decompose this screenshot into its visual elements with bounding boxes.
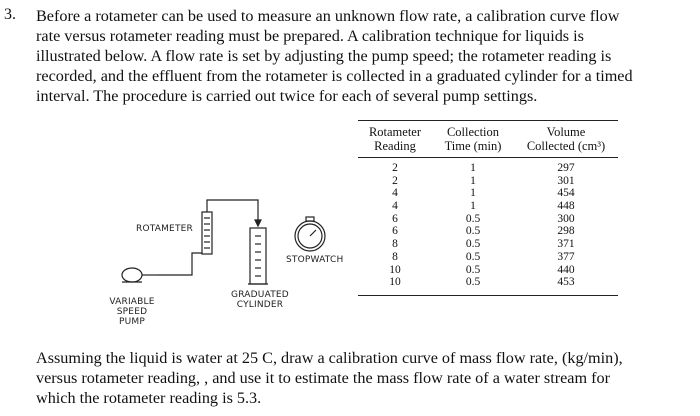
volume-collected-cell: 454 — [557, 187, 575, 200]
rotameter-label: ROTAMETER — [136, 224, 193, 234]
rotameter-reading-cell: 10 — [389, 276, 401, 289]
rotameter-reading-cell: 2 — [392, 174, 398, 187]
table-row — [358, 276, 618, 289]
question-number: 3. — [4, 6, 16, 23]
volume-collected-cell: 300 — [557, 212, 575, 225]
rotameter-reading-cell: 4 — [392, 187, 398, 200]
collection-time-cell: 0.5 — [465, 238, 481, 251]
table-header — [358, 121, 618, 157]
intro-line: rate versus rotameter reading must be prepared. A calibration technique for liquids is — [36, 27, 584, 45]
collection-time-cell: 1 — [470, 187, 476, 200]
intro-line: interval. The procedure is carried out twice for each of several pump settings. — [36, 87, 538, 105]
rotameter-reading-cell: 8 — [392, 250, 398, 263]
task-line: versus rotameter reading, , and use it to estimate the mass flow rate of a water stream for — [36, 369, 611, 387]
header-volume-collected: Volume Collected (cm³) — [526, 125, 606, 153]
collection-time-cell: 0.5 — [465, 263, 481, 276]
volume-collected-cell: 301 — [557, 174, 575, 187]
table-row — [358, 264, 618, 277]
intro-line: Before a rotameter can be used to measure an unknown flow rate, a calibration curve flow — [36, 7, 620, 25]
intro-line: illustrated below. A flow rate is set by adjusting the pump speed; the rotameter reading is — [36, 47, 612, 65]
inlet-pipe — [158, 253, 202, 275]
table-row — [358, 200, 618, 213]
rotameter-icon — [202, 212, 212, 254]
rotameter-reading-cell: 10 — [389, 263, 401, 276]
volume-collected-cell: 453 — [557, 276, 575, 289]
header-collection-time: Collection Time (min) — [444, 125, 502, 153]
table-row — [358, 162, 618, 175]
volume-collected-cell: 448 — [557, 200, 575, 213]
volume-collected-cell: 440 — [557, 263, 575, 276]
collection-time-cell: 0.5 — [465, 225, 481, 238]
collection-time-cell: 0.5 — [465, 250, 481, 263]
table-row — [358, 175, 618, 188]
table-row — [358, 187, 618, 200]
rotameter-reading-cell: 4 — [392, 200, 398, 213]
intro-line: recorded, and the effluent from the rotameter is collected in a graduated cylinder for a timed — [36, 67, 633, 85]
graduated-cylinder-label: GRADUATED CYLINDER — [231, 290, 289, 310]
question-intro — [36, 6, 686, 106]
rotameter-reading-cell: 6 — [392, 225, 398, 238]
header-rotameter-reading: Rotameter Reading — [368, 125, 422, 153]
calibration-data-table — [358, 120, 618, 296]
table-bottom-rule — [358, 295, 618, 296]
rotameter-reading-cell: 8 — [392, 238, 398, 251]
stopwatch-label: STOPWATCH — [286, 255, 344, 265]
table-row — [358, 213, 618, 226]
table-row — [358, 225, 618, 238]
pump-label: VARIABLE SPEED PUMP — [109, 297, 155, 327]
table-row — [358, 238, 618, 251]
collection-time-cell: 1 — [470, 162, 476, 174]
task-line: which the rotameter reading is 5.3. — [36, 389, 262, 407]
collection-time-cell: 1 — [470, 174, 476, 187]
collection-time-cell: 1 — [470, 200, 476, 213]
task-line: Assuming the liquid is water at 25 C, draw a calibration curve of mass flow rate, (kg/min), — [36, 349, 623, 367]
volume-collected-cell: 298 — [557, 225, 575, 238]
calibration-apparatus-figure — [100, 140, 360, 340]
outlet-pipe — [207, 200, 258, 222]
volume-collected-cell: 371 — [557, 238, 575, 251]
volume-collected-cell: 297 — [557, 162, 575, 174]
pump-icon — [122, 268, 158, 282]
rotameter-reading-cell: 2 — [392, 162, 398, 174]
graduated-cylinder-icon — [248, 228, 268, 284]
table-row — [358, 251, 618, 264]
stopwatch-icon — [295, 217, 325, 251]
question-task — [36, 348, 686, 408]
collection-time-cell: 0.5 — [465, 212, 481, 225]
volume-collected-cell: 377 — [557, 250, 575, 263]
rotameter-reading-cell: 6 — [392, 212, 398, 225]
collection-time-cell: 0.5 — [465, 276, 481, 289]
table-body — [358, 158, 618, 295]
